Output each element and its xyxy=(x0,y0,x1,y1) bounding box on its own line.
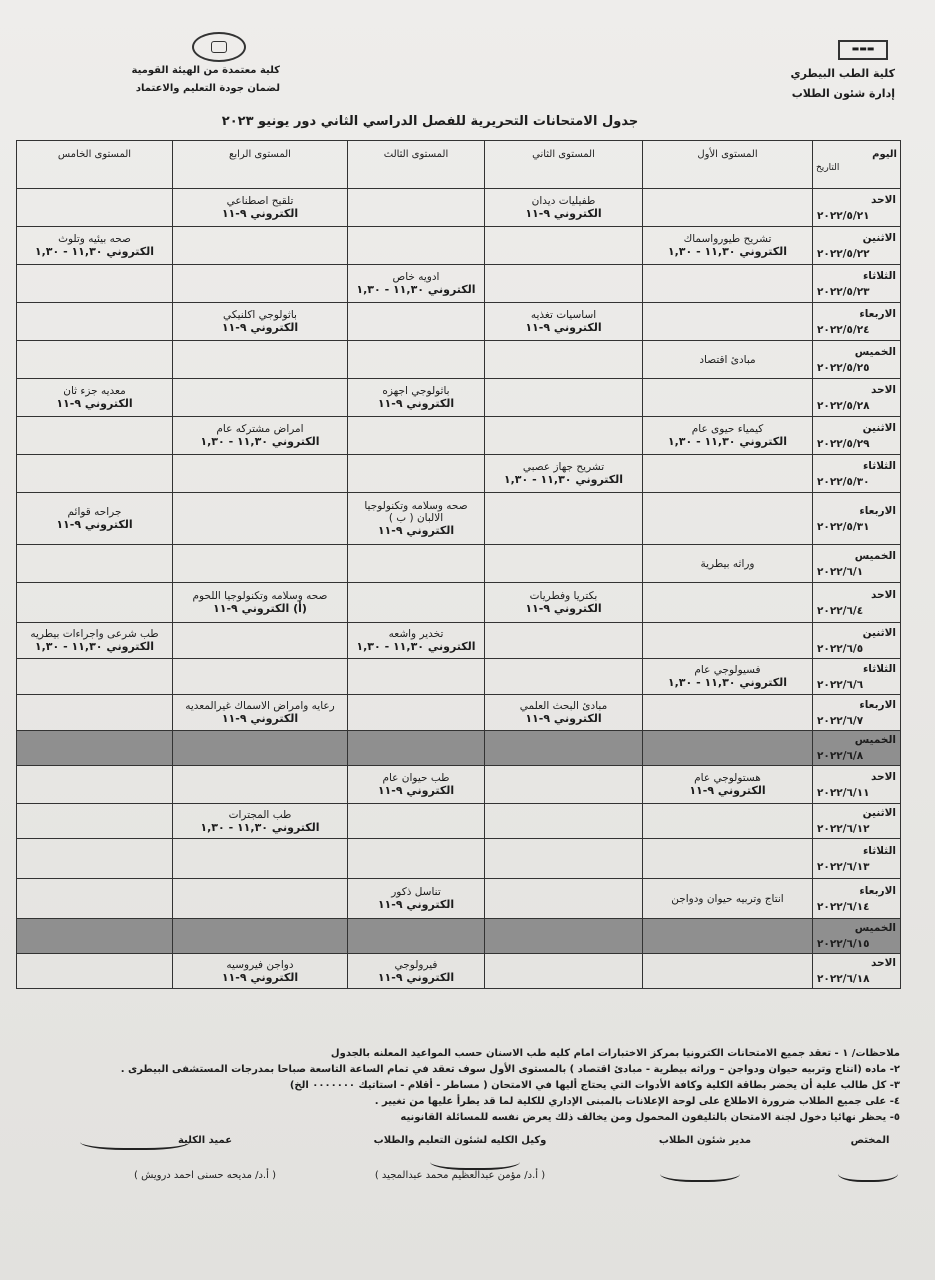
level-3-cell xyxy=(348,919,485,954)
course-name: تلقيح اصطناعي xyxy=(226,195,294,207)
course-name: هستولوجي عام xyxy=(694,772,761,784)
level-3-cell xyxy=(348,227,485,265)
day-name: الخميس xyxy=(854,734,896,746)
level-2-cell xyxy=(485,623,643,659)
day-name: الخميس xyxy=(854,549,896,562)
day-name: الاحد xyxy=(870,588,896,601)
course-name: ادويه خاص xyxy=(392,271,440,283)
day-name: الاحد xyxy=(870,957,896,969)
day-cell xyxy=(813,379,901,417)
exam-mode-time: الكتروني ٩-١١ xyxy=(377,524,455,537)
level-1-cell xyxy=(643,804,813,839)
accreditation-line2: لضمان جودة التعليم والاعتماد xyxy=(135,83,280,94)
day-name: الثلاثاء xyxy=(862,662,896,675)
level-3-cell xyxy=(348,879,485,919)
day-name: الاربعاء xyxy=(859,307,896,320)
level-3-header: المستوى الثالث xyxy=(348,141,485,189)
level-5-cell xyxy=(17,417,173,455)
level-3-cell xyxy=(348,695,485,731)
table-row xyxy=(17,919,901,954)
course-name: مبادئ البحث العلمي xyxy=(519,700,608,712)
level-5-cell xyxy=(17,341,173,379)
level-5-cell xyxy=(17,189,173,227)
level-5-cell xyxy=(17,766,173,804)
level-3-cell xyxy=(348,766,485,804)
day-cell xyxy=(813,623,901,659)
director-signature-scribble xyxy=(660,1162,740,1182)
level-1-cell xyxy=(643,227,813,265)
day-cell xyxy=(813,189,901,227)
course-name: طب المجترات xyxy=(228,808,292,821)
exam-mode-time: الكتروني ٩-١١ xyxy=(56,397,133,410)
level-4-cell xyxy=(173,839,348,879)
level-3-cell xyxy=(348,839,485,879)
table-row xyxy=(17,623,901,659)
exam-mode-time: الكتروني ٩-١١ xyxy=(377,970,455,984)
department-name: إدارة شئون الطلاب xyxy=(791,87,895,100)
dean-signature-scribble xyxy=(80,1130,190,1150)
exam-mode-time: الكتروني ١١,٣٠ - ١,٣٠ xyxy=(34,245,155,258)
signature-dean: عميد الكلية ( أ.د/ مديحه حسنى احمد درويش ) xyxy=(134,1135,276,1181)
level-5-header: المستوى الخامس xyxy=(17,141,173,189)
level-1-cell xyxy=(643,493,813,545)
table-row xyxy=(17,545,901,583)
level-1-header: المستوى الأول xyxy=(643,141,813,189)
level-1-cell xyxy=(643,583,813,623)
exam-mode-time: الكتروني ٩-١١ xyxy=(525,602,602,615)
table-row xyxy=(17,189,901,227)
table-row xyxy=(17,839,901,879)
level-3-cell xyxy=(348,659,485,695)
exam-date: ٢٠٢٢/٥/٣٠ xyxy=(817,475,870,488)
level-2-cell xyxy=(485,919,643,954)
level-4-cell xyxy=(173,954,348,989)
day-cell xyxy=(813,455,901,493)
level-5-cell xyxy=(17,879,173,919)
level-2-cell xyxy=(485,583,643,623)
day-name: الاثنين xyxy=(862,231,896,244)
level-5-cell xyxy=(17,695,173,731)
exam-date: ٢٠٢٢/٦/١٢ xyxy=(817,823,870,835)
schedule-body xyxy=(17,189,901,989)
level-1-cell xyxy=(643,189,813,227)
level-5-cell xyxy=(17,919,173,954)
note-2: ٢- ماده (انتاج وتربيه حيوان ودواجن – وراثه بيطرية - مبادئ اقتصاد ) بالمستوى الأول سوف تعقد في تمام الساعة التاسعة صباحا بمدرجات المستشفى البيطرى . xyxy=(120,1064,900,1075)
level-1-cell xyxy=(643,695,813,731)
level-1-cell xyxy=(643,265,813,303)
table-row xyxy=(17,493,901,545)
level-2-cell xyxy=(485,189,643,227)
level-2-cell xyxy=(485,879,643,919)
course-name: صحه بيئيه وتلوث xyxy=(58,233,131,245)
day-cell xyxy=(813,659,901,695)
level-5-cell xyxy=(17,379,173,417)
level-3-cell xyxy=(348,493,485,545)
level-2-cell xyxy=(485,766,643,804)
course-name: وراثه بيطرية xyxy=(700,557,755,570)
level-1-cell xyxy=(643,879,813,919)
level-3-cell xyxy=(348,731,485,766)
exam-mode-time: الكتروني ٩-١١ xyxy=(221,712,299,725)
level-4-cell xyxy=(173,265,348,303)
day-cell xyxy=(813,804,901,839)
level-4-cell xyxy=(173,731,348,766)
day-name: الثلاثاء xyxy=(862,459,896,472)
level-5-cell xyxy=(17,731,173,766)
level-2-cell xyxy=(485,455,643,493)
level-5-cell xyxy=(17,623,173,659)
exam-mode-time: الكتروني ٩-١١ xyxy=(221,207,299,220)
accreditation-seal-icon xyxy=(192,32,246,62)
vice-dean-signature-scribble xyxy=(430,1150,520,1170)
level-3-cell xyxy=(348,417,485,455)
faculty-header xyxy=(791,64,896,104)
level-5-cell xyxy=(17,303,173,341)
course-name: بكتريا وفطريات xyxy=(529,590,598,602)
level-2-cell xyxy=(485,659,643,695)
level-1-cell xyxy=(643,766,813,804)
course-name: فيرولوجي xyxy=(394,958,438,971)
exam-date: ٢٠٢٢/٦/٧ xyxy=(817,714,864,727)
course-name: مبادئ اقتصاد xyxy=(699,353,756,366)
table-row xyxy=(17,695,901,731)
level-2-cell xyxy=(485,695,643,731)
exam-mode-time: الكتروني ٩-١١ xyxy=(221,970,299,984)
level-2-cell xyxy=(485,417,643,455)
level-3-cell xyxy=(348,455,485,493)
table-header-row xyxy=(17,141,901,189)
signature-vice-dean: وكيل الكليه لشئون التعليم والطلاب ( أ.د/ مؤمن عبدالعظيم محمد عبدالمجيد ) xyxy=(373,1135,547,1181)
level-5-cell xyxy=(17,265,173,303)
level-1-cell xyxy=(643,379,813,417)
level-3-cell xyxy=(348,379,485,417)
exam-date: ٢٠٢٢/٥/٢٢ xyxy=(817,247,870,260)
day-cell xyxy=(813,493,901,545)
level-1-cell xyxy=(643,341,813,379)
exam-date: ٢٠٢٢/٦/٥ xyxy=(817,642,864,655)
level-3-cell xyxy=(348,583,485,623)
level-3-cell xyxy=(348,341,485,379)
day-date-header: اليوم التاريخ xyxy=(813,141,901,189)
exam-date: ٢٠٢٢/٥/٣١ xyxy=(817,520,870,533)
exam-mode-time: الكتروني ٩-١١ xyxy=(377,784,455,797)
exam-mode-time: الكتروني ١١,٣٠ - ١,٣٠ xyxy=(503,473,624,486)
level-4-cell xyxy=(173,189,348,227)
exam-date: ٢٠٢٢/٦/١ xyxy=(817,565,864,578)
exam-mode-time: الكتروني ٩-١١ xyxy=(56,518,133,531)
course-name: جراحه قوائم xyxy=(67,506,122,518)
course-name: كيمياء حيوى عام xyxy=(691,423,764,435)
exam-date: ٢٠٢٢/٦/١٤ xyxy=(817,900,870,913)
course-name: صحه وسلامه وتكنولوجيا اللحوم xyxy=(192,590,328,602)
day-cell xyxy=(813,879,901,919)
table-row xyxy=(17,766,901,804)
course-name: تناسل ذكور xyxy=(391,886,441,898)
day-name: الخميس xyxy=(854,345,896,358)
table-row xyxy=(17,417,901,455)
level-4-header: المستوى الرابع xyxy=(173,141,348,189)
course-name: طب حيوان عام xyxy=(382,772,450,784)
level-1-cell xyxy=(643,417,813,455)
level-2-cell xyxy=(485,265,643,303)
level-2-cell xyxy=(485,379,643,417)
course-name: فسيولوجي عام xyxy=(694,664,761,676)
course-name: امراض مشتركه عام xyxy=(216,423,304,435)
level-4-cell xyxy=(173,341,348,379)
level-5-cell xyxy=(17,493,173,545)
day-cell xyxy=(813,695,901,731)
day-name: الثلاثاء xyxy=(862,844,896,857)
table-row xyxy=(17,804,901,839)
level-5-cell xyxy=(17,455,173,493)
exam-date: ٢٠٢٢/٥/٢٩ xyxy=(817,437,870,450)
level-4-cell xyxy=(173,303,348,341)
specialist-signature-scribble xyxy=(838,1162,898,1182)
level-4-cell xyxy=(173,545,348,583)
course-name: طب شرعى واجراءات بيطريه xyxy=(30,628,159,640)
exam-mode-time: الكتروني ٩-١١ xyxy=(525,712,602,725)
exam-date: ٢٠٢٢/٥/٢٥ xyxy=(817,361,870,374)
level-2-cell xyxy=(485,341,643,379)
level-4-cell xyxy=(173,695,348,731)
exam-mode-time: الكتروني ٩-١١ xyxy=(377,898,455,911)
day-cell xyxy=(813,731,901,766)
table-row xyxy=(17,227,901,265)
page-title: جدول الامتحانات التحريرية للفصل الدراسي الثاني دور يونيو ٢٠٢٣ xyxy=(221,114,639,129)
day-name: الثلاثاء xyxy=(862,269,896,282)
exam-mode-time: الكتروني ٩-١١ xyxy=(377,397,455,410)
table-row xyxy=(17,379,901,417)
level-4-cell xyxy=(173,804,348,839)
course-name: انتاج وتربيه حيوان ودواجن xyxy=(671,892,784,905)
day-cell xyxy=(813,341,901,379)
level-4-cell xyxy=(173,379,348,417)
day-name: الاربعاء xyxy=(859,884,896,897)
exam-date: ٢٠٢٢/٦/١٨ xyxy=(817,973,870,985)
level-4-cell xyxy=(173,227,348,265)
level-1-cell xyxy=(643,303,813,341)
table-row xyxy=(17,265,901,303)
course-name: تشريح طيورواسماك xyxy=(683,233,772,245)
exam-date: ٢٠٢٢/٦/١١ xyxy=(817,786,870,799)
course-name: معديه جزء ثان xyxy=(63,385,126,397)
exam-date: ٢٠٢٢/٦/١٥ xyxy=(817,938,870,950)
day-name: الخميس xyxy=(854,922,896,934)
level-5-cell xyxy=(17,804,173,839)
level-1-cell xyxy=(643,731,813,766)
exam-schedule-table xyxy=(16,140,901,989)
exam-date: ٢٠٢٢/٦/٦ xyxy=(817,678,864,691)
level-2-cell xyxy=(485,804,643,839)
level-3-cell xyxy=(348,954,485,989)
university-logo: ▬▬▬ xyxy=(838,40,888,60)
table-row xyxy=(17,583,901,623)
signature-student-affairs-director: مدير شئون الطلاب xyxy=(658,1135,752,1146)
exam-mode-time: الكتروني ١١,٣٠ - ١,٣٠ xyxy=(667,435,788,448)
exam-mode-time: الكتروني ١١,٣٠ - ١,٣٠ xyxy=(200,820,320,834)
course-name: تشريح جهاز عصبي xyxy=(522,461,605,473)
day-name: الاحد xyxy=(870,193,896,206)
exam-mode-time: الكتروني ١١,٣٠ - ١,٣٠ xyxy=(356,283,476,296)
exam-date: ٢٠٢٢/٦/١٣ xyxy=(817,860,870,873)
course-name: تخدير واشعه xyxy=(388,628,444,640)
table-row xyxy=(17,954,901,989)
level-5-cell xyxy=(17,839,173,879)
day-cell xyxy=(813,839,901,879)
level-1-cell xyxy=(643,455,813,493)
day-name: الاثنين xyxy=(862,626,896,639)
day-cell xyxy=(813,919,901,954)
level-4-cell xyxy=(173,417,348,455)
course-name: طفيليات ديدان xyxy=(531,195,596,207)
note-5: ٥- يحظر نهائيا دخول لجنة الامتحان بالتليفون المحمول ومن يخالف ذلك يعرض نفسه للمسائلة القانونيه xyxy=(400,1112,900,1123)
exam-date: ٢٠٢٢/٦/٨ xyxy=(817,750,864,762)
table-row xyxy=(17,455,901,493)
level-2-cell xyxy=(485,545,643,583)
accreditation-line1: كلية معتمدة من الهيئة القومية xyxy=(131,65,280,76)
level-4-cell xyxy=(173,659,348,695)
level-4-cell xyxy=(173,455,348,493)
exam-date: ٢٠٢٢/٥/٢١ xyxy=(817,209,870,222)
exam-mode-time: (أ) الكتروني ٩-١١ xyxy=(213,602,307,615)
level-5-cell xyxy=(17,227,173,265)
exam-mode-time: الكتروني ١١,٣٠ - ١,٣٠ xyxy=(34,640,155,653)
day-cell xyxy=(813,583,901,623)
day-cell xyxy=(813,227,901,265)
day-cell xyxy=(813,265,901,303)
table-row xyxy=(17,341,901,379)
table-row xyxy=(17,879,901,919)
level-4-cell xyxy=(173,493,348,545)
accreditation-header xyxy=(130,62,280,98)
notes-section xyxy=(40,1046,900,1126)
level-4-cell xyxy=(173,919,348,954)
level-3-cell xyxy=(348,265,485,303)
course-name: اساسيات تغذيه xyxy=(530,309,597,321)
exam-mode-time: الكتروني ١١,٣٠ - ١,٣٠ xyxy=(200,435,320,448)
level-3-cell xyxy=(348,804,485,839)
day-name: الاحد xyxy=(870,770,896,783)
course-name: صحه وسلامه وتكنولوجيا الالبان ( ب ) xyxy=(364,500,468,524)
note-3: ٣- كل طالب علية أن يحضر بطاقة الكلية وكافة الأدوات التي يحتاج أليها في الامتحان ( مساطر - أقلام - استاتيك ٠٠٠٠٠٠٠ الخ) xyxy=(289,1080,900,1091)
exam-date: ٢٠٢٢/٦/٤ xyxy=(817,604,864,617)
level-4-cell xyxy=(173,766,348,804)
exam-mode-time: الكتروني ٩-١١ xyxy=(525,321,602,334)
course-name: باثولوجي اجهزه xyxy=(382,385,450,397)
note-4: ٤- على جميع الطلاب ضرورة الاطلاع على لوحة الإعلانات بالمبنى الإداري للكلية لما قد يطرأ عليها من تغيير . xyxy=(374,1096,900,1107)
exam-mode-time: الكتروني ١١,٣٠ - ١,٣٠ xyxy=(667,245,788,258)
table-row xyxy=(17,303,901,341)
exam-mode-time: الكتروني ٩-١١ xyxy=(689,784,766,797)
exam-mode-time: الكتروني ١١,٣٠ - ١,٣٠ xyxy=(356,640,476,653)
day-cell xyxy=(813,303,901,341)
level-3-cell xyxy=(348,545,485,583)
course-name: دواجن فيروسيه xyxy=(226,958,294,971)
note-1: ملاحظات/ ١ - تعقد جميع الامتحانات الكترونيا بمركز الاختبارات امام كليه طب الاسنان حسب المواعيد المعلنه بالجدول xyxy=(330,1048,900,1059)
level-5-cell xyxy=(17,659,173,695)
exam-date: ٢٠٢٢/٥/٢٤ xyxy=(817,323,870,336)
exam-date: ٢٠٢٢/٥/٢٨ xyxy=(817,399,870,412)
level-3-cell xyxy=(348,623,485,659)
day-name: الاحد xyxy=(870,383,896,396)
faculty-name: كلية الطب البيطري xyxy=(790,67,895,80)
level-2-cell xyxy=(485,839,643,879)
level-1-cell xyxy=(643,919,813,954)
level-5-cell xyxy=(17,583,173,623)
level-2-cell xyxy=(485,227,643,265)
level-1-cell xyxy=(643,954,813,989)
signature-specialist: المختص xyxy=(850,1135,890,1146)
course-name: باثولوجي اكلنيكي xyxy=(223,309,297,321)
course-name: رعايه وامراض الاسماك غيرالمعديه xyxy=(185,700,335,712)
exam-date: ٢٠٢٢/٥/٢٣ xyxy=(817,285,870,298)
day-name: الاثنين xyxy=(862,421,896,434)
level-2-cell xyxy=(485,731,643,766)
day-name: الاثنين xyxy=(862,807,896,819)
level-2-cell xyxy=(485,954,643,989)
table-row xyxy=(17,659,901,695)
day-cell xyxy=(813,545,901,583)
exam-mode-time: الكتروني ١١,٣٠ - ١,٣٠ xyxy=(667,676,788,689)
exam-mode-time: الكتروني ٩-١١ xyxy=(221,321,299,334)
level-5-cell xyxy=(17,545,173,583)
exam-mode-time: الكتروني ٩-١١ xyxy=(525,207,602,220)
level-1-cell xyxy=(643,839,813,879)
day-cell xyxy=(813,954,901,989)
day-name: الاربعاء xyxy=(859,698,896,711)
level-2-cell xyxy=(485,303,643,341)
day-cell xyxy=(813,417,901,455)
level-1-cell xyxy=(643,623,813,659)
table-row xyxy=(17,731,901,766)
day-name: الاربعاء xyxy=(859,504,896,517)
level-3-cell xyxy=(348,189,485,227)
level-1-cell xyxy=(643,659,813,695)
level-4-cell xyxy=(173,623,348,659)
level-5-cell xyxy=(17,954,173,989)
level-4-cell xyxy=(173,879,348,919)
level-1-cell xyxy=(643,545,813,583)
level-4-cell xyxy=(173,583,348,623)
day-cell xyxy=(813,766,901,804)
level-3-cell xyxy=(348,303,485,341)
level-2-cell xyxy=(485,493,643,545)
level-2-header: المستوى الثاني xyxy=(485,141,643,189)
